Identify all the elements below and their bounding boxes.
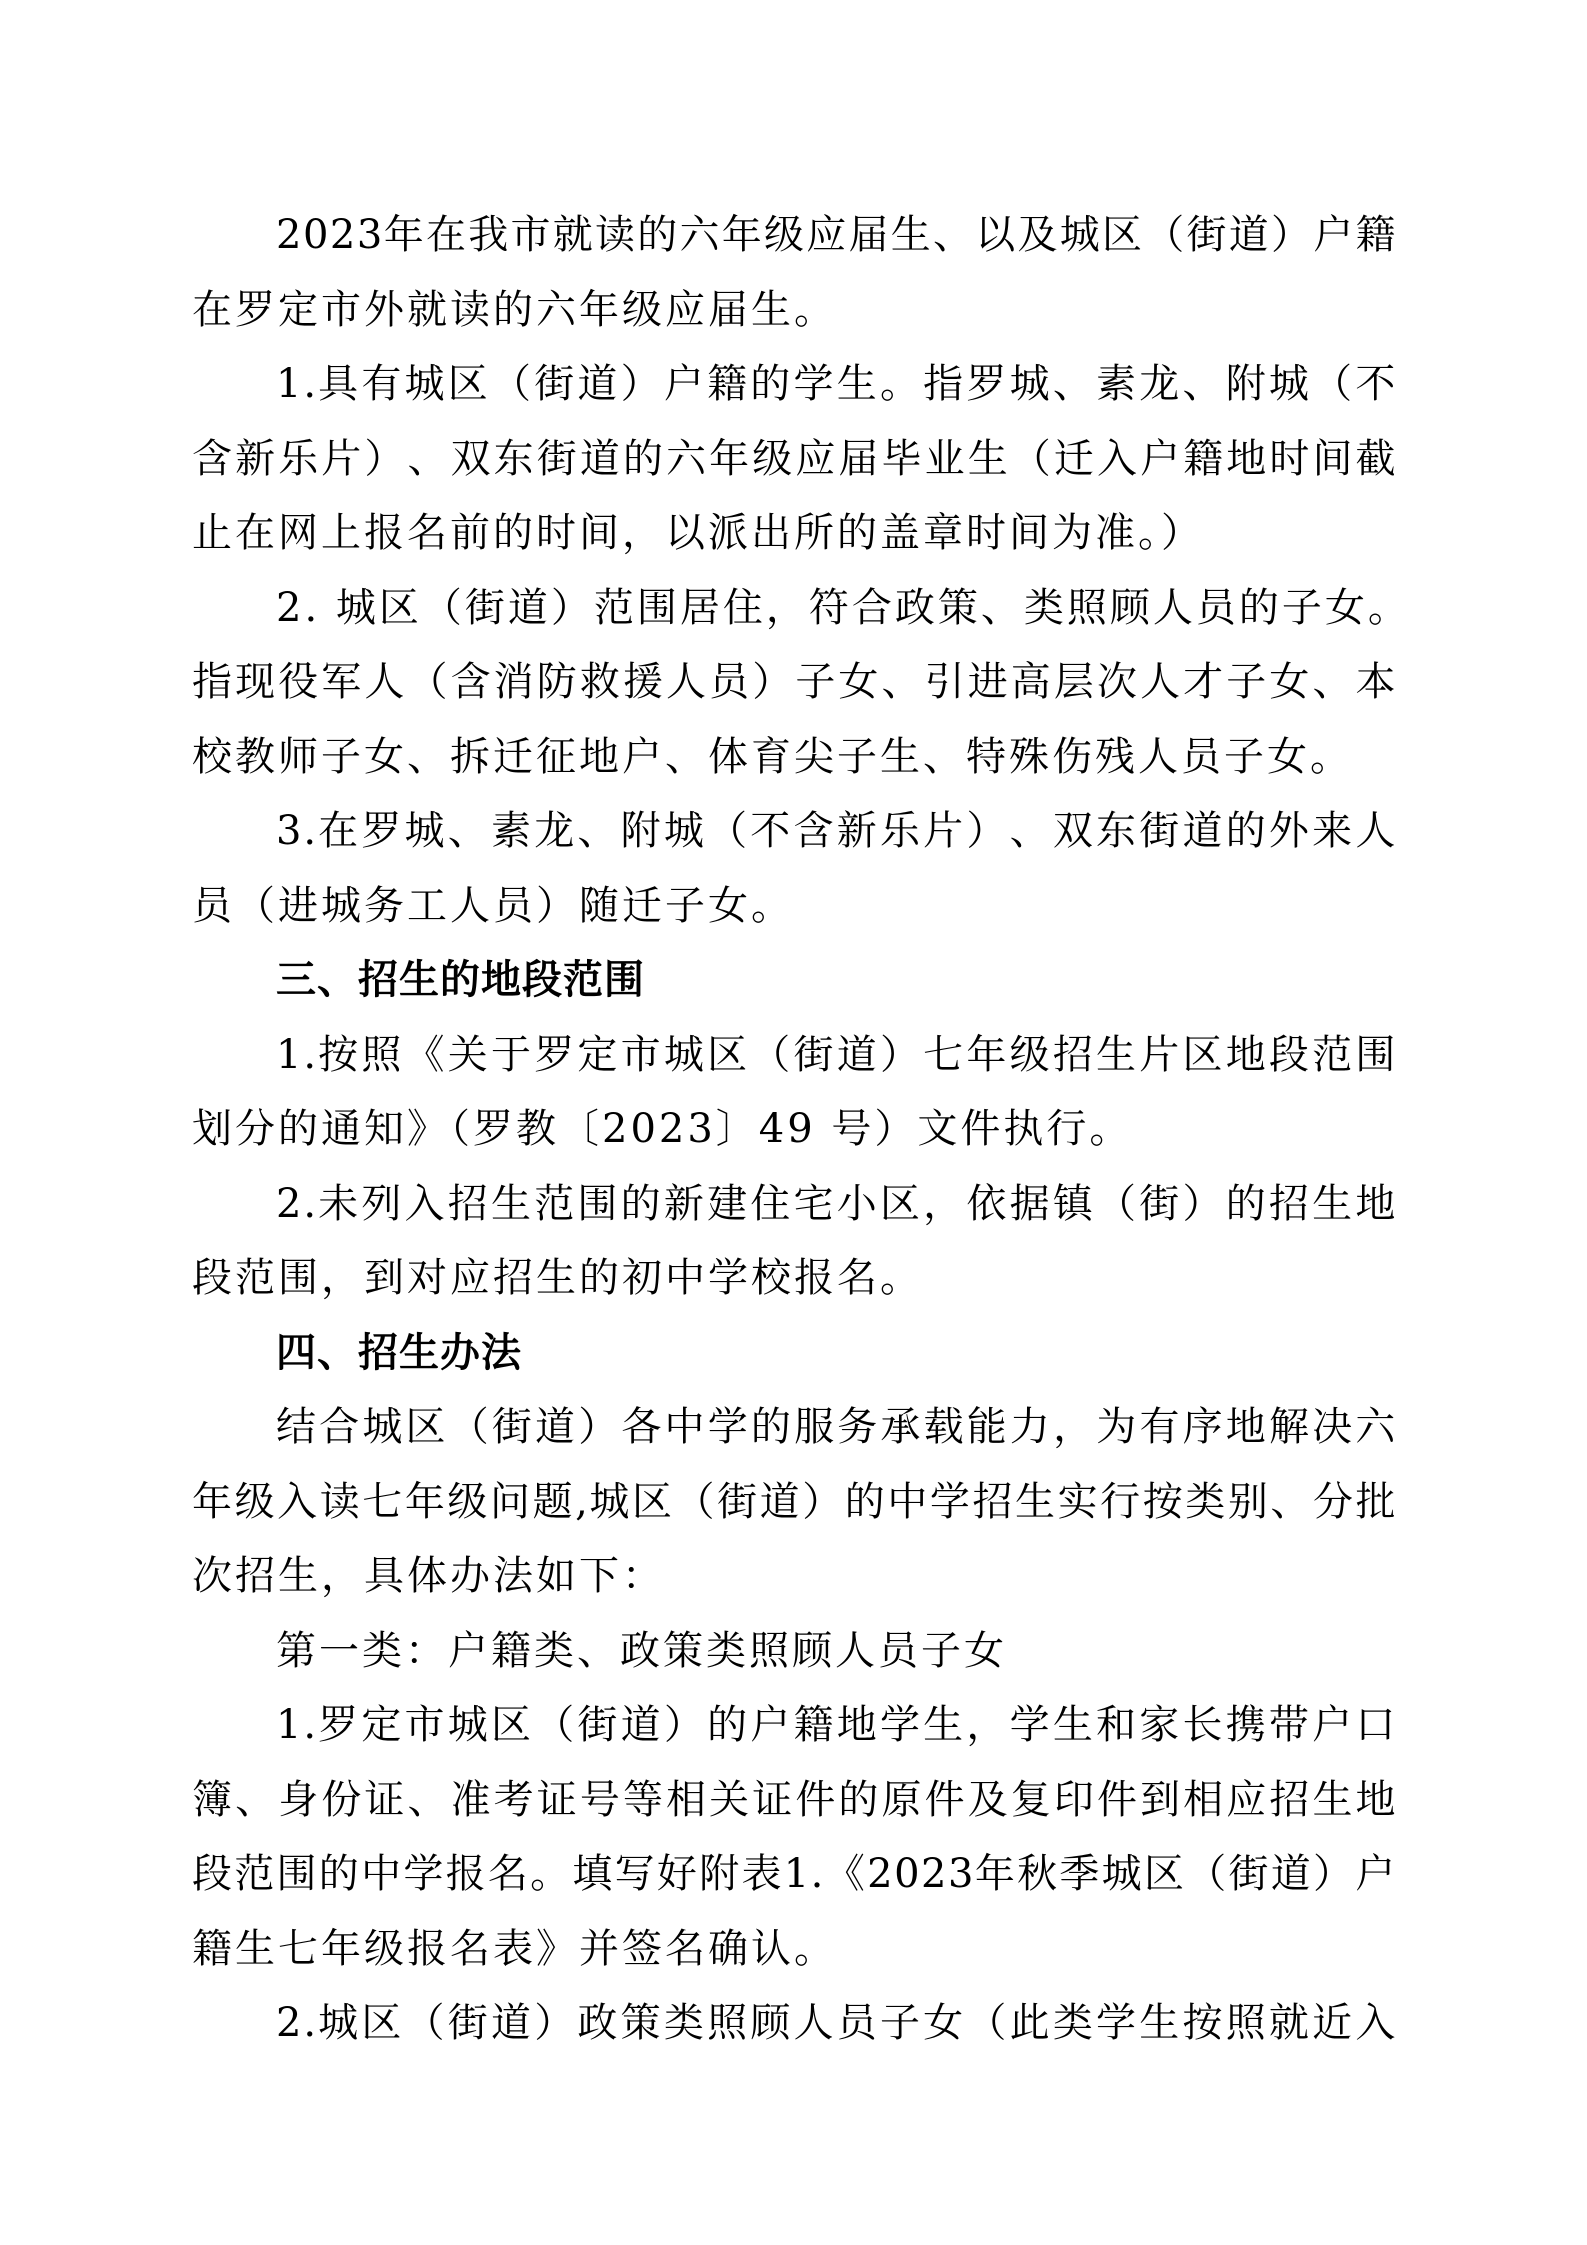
paragraph-line: 段 范 围 的 中 学 报 名 。 填 写 好 附 表 1 . 《 2 0 2 3 年 秋 季 城 区 （ 街 道 ） 户 (192, 1851, 1396, 1897)
paragraph-line: 校教师子女、拆迁征地户、体育尖子生、特殊伤残人员子女。 (192, 733, 1353, 780)
paragraph-line: 划分的通知》（罗教〔2023〕49 号）文件执行。 (192, 1106, 1133, 1152)
paragraph-line: 2. 城区（街道）范围居住，符合政策、类照顾人员的子女。 (276, 584, 1411, 631)
paragraph-line: 簿 、 身 份 证 、 准 考 证 号 等 相 关 证 件 的 原 件 及 复 印 件 到 相 应 招 生 地 (192, 1776, 1396, 1823)
paragraph-line: 结 合 城 区 （ 街 道 ） 各 中 学 的 服 务 承 载 能 力 ， 为 有 序 地 解 决 六 (276, 1404, 1396, 1450)
paragraph-line: 次招生，具体办法如下： (192, 1553, 665, 1599)
paragraph-line: 年 级 入 读 七 年 级 问 题 , 城 区 （ 街 道 ） 的 中 学 招 生 实 行 按 类 别 、 分 批 (192, 1478, 1396, 1525)
document-body (192, 198, 1411, 2061)
paragraph-line: 指 现 役 军 人 （ 含 消 防 救 援 人 员 ） 子 女 、 引 进 高 层 次 人 才 子 女 、 本 (192, 659, 1396, 705)
paragraph-line: 员（进城务工人员）随迁子女。 (192, 882, 794, 929)
section-heading: 三、招生的地段范围 (276, 957, 645, 1003)
paragraph-line: 1 . 罗 定 市 城 区 （ 街 道 ） 的 户 籍 地 学 生 ， 学 生 和 家 长 携 带 户 口 (276, 1702, 1396, 1748)
paragraph-line: 在罗定市外就读的六年级应届生。 (192, 286, 837, 333)
paragraph-line: 籍生七年级报名表》并签名确认。 (192, 1925, 837, 1972)
section-heading: 四、招生办法 (276, 1329, 522, 1376)
subsection-label: 第一类：户籍类、政策类照顾人员子女 (276, 1627, 1007, 1674)
paragraph-line: 2 . 未 列 入 招 生 范 围 的 新 建 住 宅 小 区 ， 依 据 镇 （ 街 ） 的 招 生 地 (276, 1180, 1396, 1227)
paragraph-line: 含 新 乐 片 ） 、 双 东 街 道 的 六 年 级 应 届 毕 业 生 （ 迁 入 户 籍 地 时 间 截 (192, 435, 1396, 482)
paragraph-line: 止在网上报名前的时间，以派出所的盖章时间为准。） (192, 510, 1204, 556)
paragraph-line: 2 0 2 3 年 在 我 市 就 读 的 六 年 级 应 届 生 、 以 及 城 区 （ 街 道 ） 户 籍 (276, 212, 1396, 258)
paragraph-line: 3 . 在 罗 城 、 素 龙 、 附 城 （ 不 含 新 乐 片 ） 、 双 东 街 道 的 外 来 人 (276, 808, 1396, 854)
paragraph-line: 段范围，到对应招生的初中学校报名。 (192, 1255, 923, 1301)
paragraph-line: 1 . 按 照 《 关 于 罗 定 市 城 区 （ 街 道 ） 七 年 级 招 生 片 区 地 段 范 围 (276, 1031, 1396, 1078)
paragraph-line: 2 . 城 区 （ 街 道 ） 政 策 类 照 顾 人 员 子 女 （ 此 类 学 生 按 照 就 近 入 (276, 2000, 1396, 2046)
paragraph-line: 1 . 具 有 城 区 （ 街 道 ） 户 籍 的 学 生 。 指 罗 城 、 素 龙 、 附 城 （ 不 (276, 361, 1396, 407)
